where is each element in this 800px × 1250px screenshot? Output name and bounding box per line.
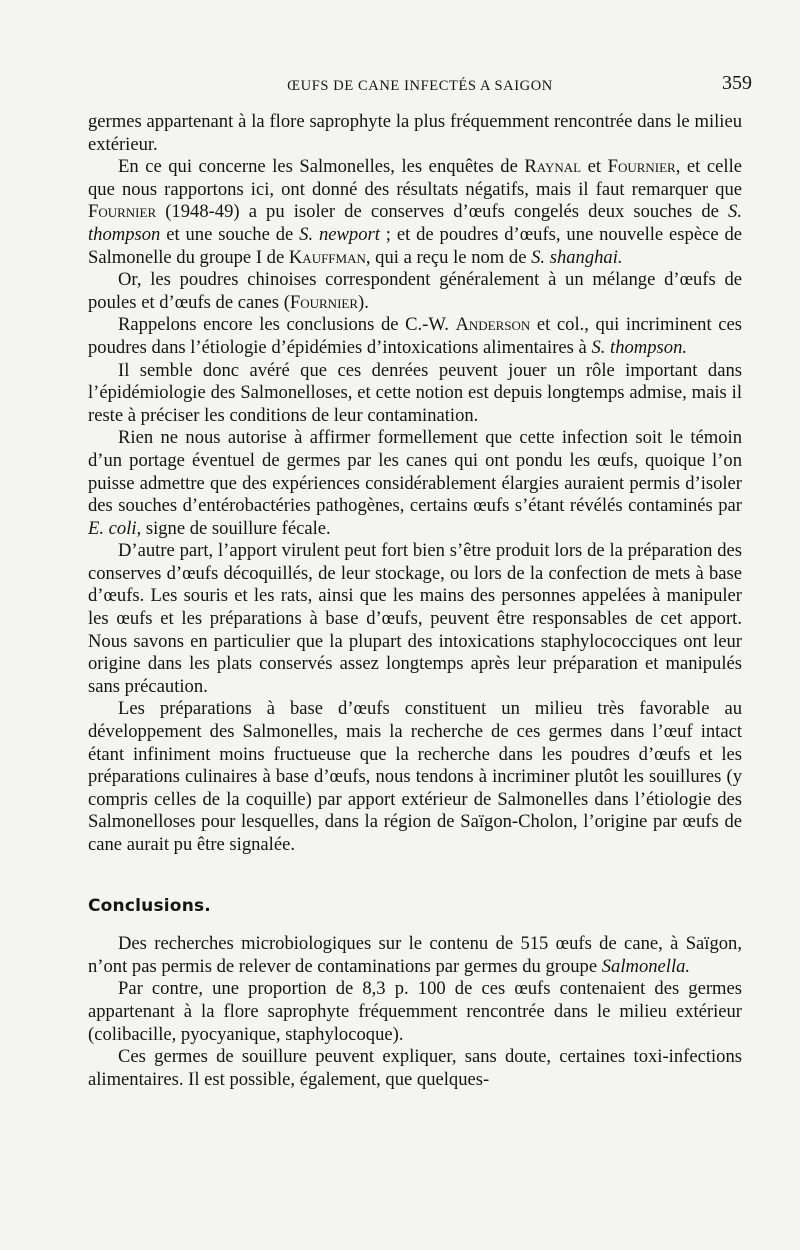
- italic-run: E. coli,: [88, 517, 142, 539]
- main-paragraphs: [88, 111, 742, 857]
- author-name: Kauffman: [288, 246, 366, 268]
- text-run: Par contre, une proportion de 8,3 p. 100 de ces œufs contenaient des germes appartenant à la flore saprophyte fréquemment rencontrée dans le milieu extérieur (colibacille, pyocyanique, staphylocoque).: [88, 978, 742, 1045]
- paragraph-p1: [88, 111, 742, 156]
- text-run: et une souche de: [160, 223, 300, 245]
- text-run: ; et de poudres d’œufs, une nouvelle espèce de Salmonelle du groupe I de: [88, 223, 742, 268]
- page-number: 359: [722, 72, 752, 94]
- paragraph-p4: [88, 314, 742, 359]
- italic-run: S. thompson: [88, 201, 742, 245]
- paragraph-p8: [88, 698, 742, 856]
- paragraph-p7: [88, 540, 742, 698]
- italic-run: S. thompson.: [591, 336, 688, 358]
- author-name: Fournier: [607, 156, 676, 178]
- page-header: [88, 72, 752, 102]
- text-run: D’autre part, l’apport virulent peut fort bien s’être produit lors de la préparation des conserves d’œufs décoquillés, de leur stockage, ou lors de la confection de mets à base d’œufs. Les souris et les rats, ainsi que les mains des personnes appelées à manipuler les œufs et les préparations à base d’œufs, peuvent être responsables de cet apport. Nous savons en particulier que la plupart des intoxications staphylococciques ont leur origine dans les plats conservés assez longtemps après leur préparation et manipulés sans précaution.: [88, 540, 742, 697]
- text-run: En ce qui concerne les Salmonelles, les enquêtes de: [118, 156, 525, 178]
- paragraph-p5: [88, 360, 742, 428]
- paragraph-c1: [88, 933, 742, 978]
- text-run: germes appartenant à la flore saprophyte la plus fréquemment rencontrée dans le milieu extérieur.: [88, 111, 742, 155]
- italic-run: S. newport: [299, 223, 380, 245]
- text-run: Ces germes de souillure peuvent expliquer, sans doute, certaines toxi-infections alimentaires. Il est possible, également, que quelques-: [88, 1046, 742, 1090]
- author-name: Fournier: [289, 291, 359, 313]
- section-heading-conclusions: Conclusions.: [88, 895, 211, 916]
- text-run: Or, les poudres chinoises correspondent généralement à un mélange d’œufs de poules et d’œufs de canes (: [88, 269, 742, 313]
- text-run: , qui a reçu le nom de: [365, 246, 532, 268]
- text-run: et col., qui incriminent ces poudres dans l’étiologie d’épidémies d’intoxications alimentaires à: [88, 314, 742, 358]
- author-name: Anderson: [455, 314, 531, 336]
- running-title: ŒUFS DE CANE INFECTÉS A SAIGON: [287, 78, 553, 94]
- paragraph-p2: [88, 156, 742, 269]
- author-name: Raynal: [524, 156, 582, 178]
- text-run: Des recherches microbiologiques sur le contenu de 515 œufs de cane, à Saïgon, n’ont pas permis de relever de contaminations par germes du groupe: [88, 933, 742, 977]
- paragraph-p3: [88, 269, 742, 314]
- paragraph-p6: [88, 427, 742, 540]
- text-run: (1948-49) a pu isoler de conserves d’œufs congelés deux souches de: [156, 201, 729, 223]
- author-name: Fournier: [88, 201, 157, 223]
- text-run: et: [581, 156, 608, 178]
- text-run: ).: [358, 291, 369, 313]
- paragraph-c3: [88, 1046, 742, 1091]
- text-run: Rappelons encore les conclusions de C.-W.: [118, 314, 456, 336]
- text-run: , et celle que nous rapportons ici, ont donné des résultats négatifs, mais il faut remarquer que: [88, 156, 742, 200]
- text-run: Rien ne nous autorise à affirmer formellement que cette infection soit le témoin d’un portage éventuel de germes par les canes qui ont pondu les œufs, quoique l’on puisse admettre que des expériences considérablement élargies auraient permis d’isoler des souches d’entérobactéries pathogènes, certains œufs s’étant révélés contaminés par: [88, 427, 742, 517]
- paragraph-c2: [88, 978, 742, 1046]
- conclusion-paragraphs: [88, 933, 742, 1091]
- body-text: [88, 111, 742, 1091]
- italic-run: S. shanghai.: [531, 246, 623, 268]
- text-run: signe de souillure fécale.: [141, 517, 331, 539]
- text-run: Les préparations à base d’œufs constituent un milieu très favorable au développement des Salmonelles, mais la recherche de ces germes dans l’œuf intact étant infiniment moins fructueuse que la recherche dans les poudres d’œufs et les préparations culinaires à base d’œufs, nous tendons à incriminer plutôt les souillures (y compris celles de la coquille) par apport extérieur de Salmonelles dans l’étiologie des Salmonelloses pour lesquelles, dans la région de Saïgon-Cholon, l’origine par œufs de cane aurait pu être signalée.: [88, 698, 742, 855]
- text-run: Il semble donc avéré que ces denrées peuvent jouer un rôle important dans l’épidémiologie des Salmonelloses, et cette notion est depuis longtemps admise, mais il reste à préciser les conditions de leur contamination.: [88, 359, 742, 426]
- italic-run: Salmonella.: [601, 955, 691, 977]
